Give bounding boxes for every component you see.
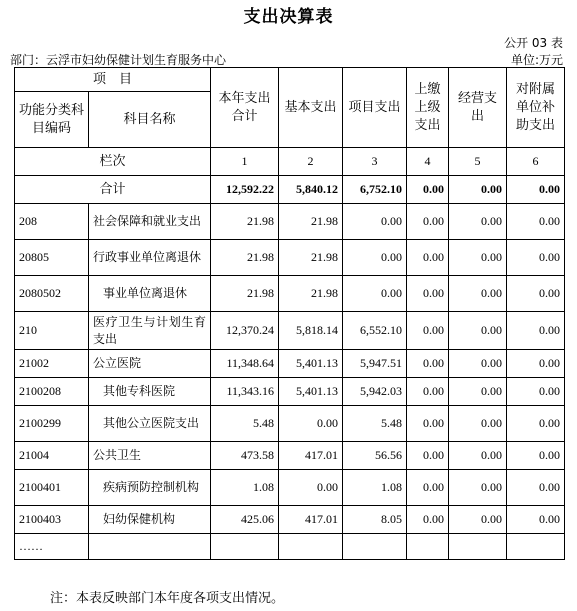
column-num: 2: [279, 148, 343, 176]
row-value: 0.00: [343, 204, 407, 240]
row-name: 公立医院: [89, 350, 211, 378]
row-value: 21.98: [279, 276, 343, 312]
row-value: 1.08: [343, 470, 407, 506]
row-value: 21.98: [279, 204, 343, 240]
empty-cell: [507, 534, 565, 560]
ellipsis-cell: ……: [15, 534, 89, 560]
header-col5: 经营支出: [449, 68, 507, 148]
row-value: 425.06: [211, 506, 279, 534]
row-value: 0.00: [449, 378, 507, 406]
row-value: 0.00: [407, 350, 449, 378]
column-num: 1: [211, 148, 279, 176]
row-value: 0.00: [507, 378, 565, 406]
header-col4: 上缴上级支出: [407, 68, 449, 148]
row-code: 2080502: [15, 276, 89, 312]
ellipsis-row: [15, 534, 565, 560]
row-value: 0.00: [279, 470, 343, 506]
table-row: [15, 442, 565, 470]
row-value: 21.98: [279, 240, 343, 276]
row-value: 473.58: [211, 442, 279, 470]
row-value: 11,343.16: [211, 378, 279, 406]
row-value: 0.00: [449, 350, 507, 378]
column-num: 4: [407, 148, 449, 176]
column-label: 栏次: [15, 148, 211, 176]
row-value: 0.00: [407, 406, 449, 442]
row-value: 21.98: [211, 204, 279, 240]
row-value: 417.01: [279, 442, 343, 470]
header-func-code: 功能分类科目编码: [15, 92, 89, 148]
empty-cell: [449, 534, 507, 560]
table-row: [15, 470, 565, 506]
empty-cell: [279, 534, 343, 560]
empty-cell: [211, 534, 279, 560]
row-name: 公共卫生: [89, 442, 211, 470]
row-value: 0.00: [507, 276, 565, 312]
row-value: 0.00: [449, 240, 507, 276]
row-value: 0.00: [449, 312, 507, 350]
row-value: 0.00: [507, 406, 565, 442]
row-name: 行政事业单位离退休: [89, 240, 211, 276]
table-row: [15, 406, 565, 442]
table-row: [15, 276, 565, 312]
table-row: [15, 378, 565, 406]
row-value: 0.00: [449, 276, 507, 312]
row-value: 0.00: [507, 470, 565, 506]
footnote: 注：本表反映部门本年度各项支出情况。: [50, 591, 285, 606]
row-value: 11,348.64: [211, 350, 279, 378]
row-name: 其他公立医院支出: [89, 406, 211, 442]
row-code: 210: [15, 312, 89, 350]
row-value: 0.00: [507, 240, 565, 276]
column-num: 6: [507, 148, 565, 176]
row-value: 5.48: [211, 406, 279, 442]
row-value: 0.00: [449, 406, 507, 442]
row-name: 其他专科医院: [89, 378, 211, 406]
total-value: 12,592.22: [211, 176, 279, 204]
row-code: 208: [15, 204, 89, 240]
row-value: 5,942.03: [343, 378, 407, 406]
row-value: 6,552.10: [343, 312, 407, 350]
total-value: 0.00: [407, 176, 449, 204]
total-value: 0.00: [507, 176, 565, 204]
table-row: [15, 506, 565, 534]
row-value: 0.00: [449, 442, 507, 470]
expenditure-table: [14, 67, 565, 560]
form-code: 公开 03 表: [504, 36, 563, 50]
unit-label: 单位:万元: [510, 53, 563, 67]
header-col1: 本年支出合计: [211, 68, 279, 148]
total-value: 6,752.10: [343, 176, 407, 204]
row-value: 0.00: [407, 506, 449, 534]
row-value: 0.00: [407, 204, 449, 240]
header-item-name: 科目名称: [89, 92, 211, 148]
row-code: 21002: [15, 350, 89, 378]
total-row: [15, 176, 565, 204]
row-value: 5,401.13: [279, 350, 343, 378]
row-value: 56.56: [343, 442, 407, 470]
table-row: [15, 204, 565, 240]
table-row: [15, 240, 565, 276]
row-value: 0.00: [407, 312, 449, 350]
row-value: 0.00: [449, 506, 507, 534]
total-label: 合计: [15, 176, 211, 204]
header-col2: 基本支出: [279, 68, 343, 148]
department-label: 部门：云浮市妇幼保健计划生育服务中心: [10, 53, 227, 67]
row-code: 2100403: [15, 506, 89, 534]
page-title: 支出决算表: [243, 7, 334, 27]
empty-cell: [343, 534, 407, 560]
row-code: 2100401: [15, 470, 89, 506]
header-col6: 对附属单位补助支出: [507, 68, 565, 148]
row-value: 417.01: [279, 506, 343, 534]
row-value: 0.00: [507, 506, 565, 534]
row-code: 20805: [15, 240, 89, 276]
row-value: 0.00: [507, 350, 565, 378]
row-value: 0.00: [343, 240, 407, 276]
row-value: 5,947.51: [343, 350, 407, 378]
row-name: 医疗卫生与计划生育支出: [89, 312, 211, 350]
row-value: 5,401.13: [279, 378, 343, 406]
total-value: 0.00: [449, 176, 507, 204]
table-row: [15, 350, 565, 378]
table-row: [15, 312, 565, 350]
row-value: 0.00: [407, 378, 449, 406]
row-name: 疾病预防控制机构: [89, 470, 211, 506]
row-value: 0.00: [507, 204, 565, 240]
row-value: 5,818.14: [279, 312, 343, 350]
row-code: 2100299: [15, 406, 89, 442]
header-col3: 项目支出: [343, 68, 407, 148]
row-value: 5.48: [343, 406, 407, 442]
row-value: 0.00: [407, 442, 449, 470]
total-value: 5,840.12: [279, 176, 343, 204]
row-value: 12,370.24: [211, 312, 279, 350]
row-value: 0.00: [407, 240, 449, 276]
row-value: 8.05: [343, 506, 407, 534]
empty-cell: [89, 534, 211, 560]
row-value: 0.00: [407, 276, 449, 312]
row-value: 0.00: [279, 406, 343, 442]
column-num: 5: [449, 148, 507, 176]
row-name: 妇幼保健机构: [89, 506, 211, 534]
row-code: 21004: [15, 442, 89, 470]
row-name: 社会保障和就业支出: [89, 204, 211, 240]
row-name: 事业单位离退休: [89, 276, 211, 312]
column-num: 3: [343, 148, 407, 176]
row-value: 0.00: [507, 442, 565, 470]
row-value: 21.98: [211, 276, 279, 312]
row-value: 0.00: [449, 470, 507, 506]
row-value: 1.08: [211, 470, 279, 506]
row-value: 0.00: [343, 276, 407, 312]
column-number-row: [15, 148, 565, 176]
row-value: 0.00: [449, 204, 507, 240]
row-value: 0.00: [407, 470, 449, 506]
header-item: 项 目: [15, 68, 211, 92]
row-value: 0.00: [507, 312, 565, 350]
row-value: 21.98: [211, 240, 279, 276]
empty-cell: [407, 534, 449, 560]
row-code: 2100208: [15, 378, 89, 406]
